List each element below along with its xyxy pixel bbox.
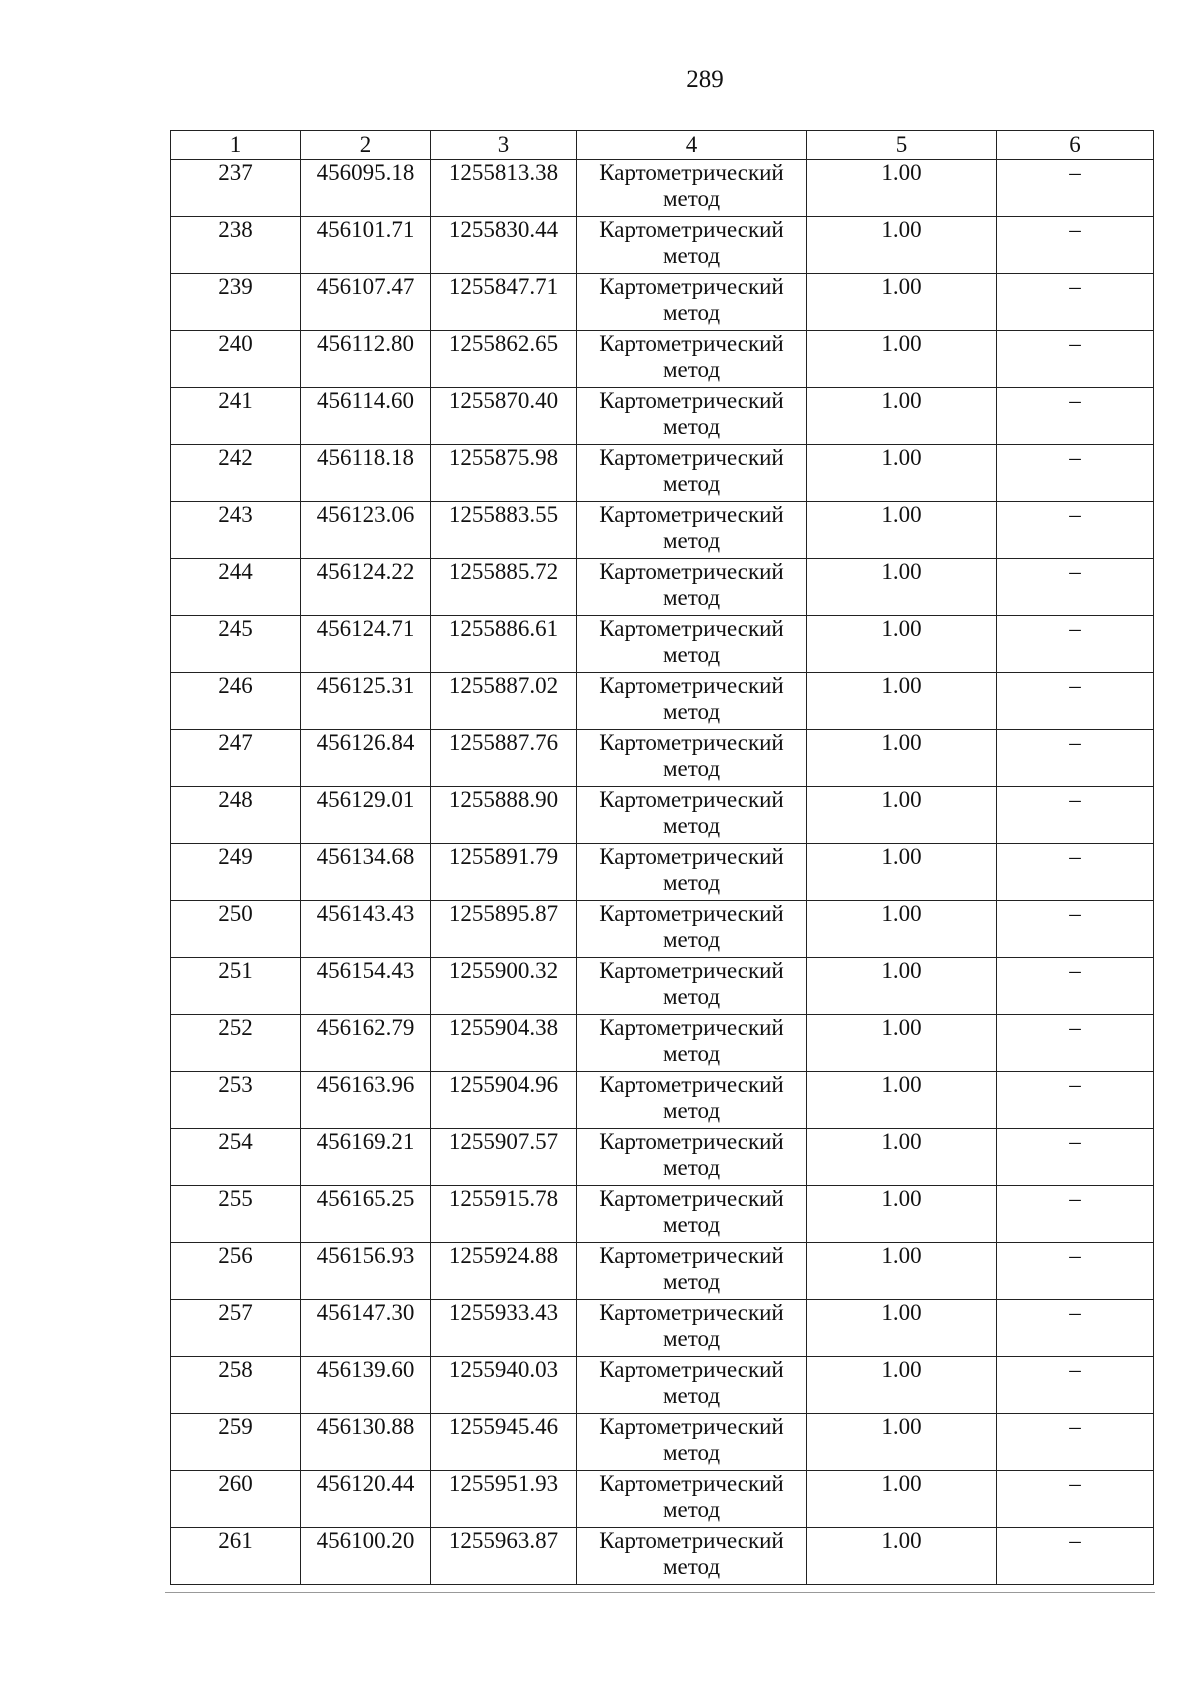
accuracy-cell: 1.00 [807,502,997,559]
table-row [171,331,1154,388]
accuracy-cell: 1.00 [807,1414,997,1471]
method-cell: Картометрический метод [577,445,807,502]
accuracy-cell: 1.00 [807,673,997,730]
accuracy-cell: 1.00 [807,1300,997,1357]
x-coordinate-cell: 456100.20 [301,1528,431,1585]
x-coordinate-cell: 456101.71 [301,217,431,274]
method-cell: Картометрический метод [577,1471,807,1528]
point-number-cell: 248 [171,787,301,844]
accuracy-cell: 1.00 [807,1528,997,1585]
y-coordinate-cell: 1255900.32 [431,958,577,1015]
table-row [171,1471,1154,1528]
point-number-cell: 240 [171,331,301,388]
method-cell: Картометрический метод [577,217,807,274]
x-coordinate-cell: 456154.43 [301,958,431,1015]
y-coordinate-cell: 1255830.44 [431,217,577,274]
method-cell: Картометрический метод [577,787,807,844]
table-row [171,1243,1154,1300]
table-row [171,1357,1154,1414]
x-coordinate-cell: 456156.93 [301,1243,431,1300]
table-row [171,787,1154,844]
x-coordinate-cell: 456143.43 [301,901,431,958]
table-row [171,559,1154,616]
accuracy-cell: 1.00 [807,730,997,787]
y-coordinate-cell: 1255895.87 [431,901,577,958]
accuracy-cell: 1.00 [807,331,997,388]
y-coordinate-cell: 1255933.43 [431,1300,577,1357]
x-coordinate-cell: 456095.18 [301,160,431,217]
x-coordinate-cell: 456129.01 [301,787,431,844]
y-coordinate-cell: 1255870.40 [431,388,577,445]
x-coordinate-cell: 456124.71 [301,616,431,673]
y-coordinate-cell: 1255915.78 [431,1186,577,1243]
coordinates-table [170,130,1154,1585]
method-cell: Картометрический метод [577,331,807,388]
x-coordinate-cell: 456126.84 [301,730,431,787]
table-row [171,160,1154,217]
accuracy-cell: 1.00 [807,1243,997,1300]
method-cell: Картометрический метод [577,160,807,217]
method-cell: Картометрический метод [577,901,807,958]
method-cell: Картометрический метод [577,616,807,673]
note-cell: – [997,1015,1154,1072]
y-coordinate-cell: 1255891.79 [431,844,577,901]
column-header: 4 [577,131,807,160]
x-coordinate-cell: 456165.25 [301,1186,431,1243]
y-coordinate-cell: 1255940.03 [431,1357,577,1414]
note-cell: – [997,1243,1154,1300]
x-coordinate-cell: 456123.06 [301,502,431,559]
point-number-cell: 261 [171,1528,301,1585]
table-row [171,730,1154,787]
method-cell: Картометрический метод [577,958,807,1015]
table-row [171,217,1154,274]
y-coordinate-cell: 1255945.46 [431,1414,577,1471]
table-row [171,1015,1154,1072]
accuracy-cell: 1.00 [807,1015,997,1072]
x-coordinate-cell: 456169.21 [301,1129,431,1186]
note-cell: – [997,217,1154,274]
table-row [171,844,1154,901]
point-number-cell: 245 [171,616,301,673]
x-coordinate-cell: 456147.30 [301,1300,431,1357]
accuracy-cell: 1.00 [807,559,997,616]
note-cell: – [997,1528,1154,1585]
table-row [171,445,1154,502]
note-cell: – [997,331,1154,388]
method-cell: Картометрический метод [577,844,807,901]
y-coordinate-cell: 1255875.98 [431,445,577,502]
accuracy-cell: 1.00 [807,445,997,502]
point-number-cell: 259 [171,1414,301,1471]
y-coordinate-cell: 1255883.55 [431,502,577,559]
point-number-cell: 247 [171,730,301,787]
accuracy-cell: 1.00 [807,1186,997,1243]
accuracy-cell: 1.00 [807,1471,997,1528]
point-number-cell: 257 [171,1300,301,1357]
note-cell: – [997,844,1154,901]
accuracy-cell: 1.00 [807,787,997,844]
note-cell: – [997,1129,1154,1186]
point-number-cell: 255 [171,1186,301,1243]
accuracy-cell: 1.00 [807,1129,997,1186]
y-coordinate-cell: 1255963.87 [431,1528,577,1585]
page-bottom-rule [165,1592,1155,1593]
table-header-row [171,131,1154,160]
note-cell: – [997,1072,1154,1129]
x-coordinate-cell: 456163.96 [301,1072,431,1129]
y-coordinate-cell: 1255904.96 [431,1072,577,1129]
note-cell: – [997,1186,1154,1243]
x-coordinate-cell: 456134.68 [301,844,431,901]
y-coordinate-cell: 1255886.61 [431,616,577,673]
table-row [171,616,1154,673]
accuracy-cell: 1.00 [807,844,997,901]
table-row [171,1414,1154,1471]
column-header: 5 [807,131,997,160]
note-cell: – [997,901,1154,958]
table-body [171,160,1154,1585]
y-coordinate-cell: 1255887.76 [431,730,577,787]
method-cell: Картометрический метод [577,1072,807,1129]
method-cell: Картометрический метод [577,1300,807,1357]
method-cell: Картометрический метод [577,388,807,445]
point-number-cell: 241 [171,388,301,445]
x-coordinate-cell: 456130.88 [301,1414,431,1471]
accuracy-cell: 1.00 [807,160,997,217]
note-cell: – [997,1414,1154,1471]
column-header: 3 [431,131,577,160]
table-row [171,901,1154,958]
y-coordinate-cell: 1255951.93 [431,1471,577,1528]
method-cell: Картометрический метод [577,1186,807,1243]
note-cell: – [997,160,1154,217]
point-number-cell: 243 [171,502,301,559]
note-cell: – [997,673,1154,730]
x-coordinate-cell: 456125.31 [301,673,431,730]
method-cell: Картометрический метод [577,730,807,787]
accuracy-cell: 1.00 [807,901,997,958]
note-cell: – [997,616,1154,673]
x-coordinate-cell: 456162.79 [301,1015,431,1072]
note-cell: – [997,445,1154,502]
method-cell: Картометрический метод [577,274,807,331]
x-coordinate-cell: 456118.18 [301,445,431,502]
y-coordinate-cell: 1255847.71 [431,274,577,331]
note-cell: – [997,388,1154,445]
x-coordinate-cell: 456139.60 [301,1357,431,1414]
point-number-cell: 246 [171,673,301,730]
y-coordinate-cell: 1255907.57 [431,1129,577,1186]
accuracy-cell: 1.00 [807,388,997,445]
y-coordinate-cell: 1255813.38 [431,160,577,217]
note-cell: – [997,730,1154,787]
point-number-cell: 256 [171,1243,301,1300]
table-row [171,1129,1154,1186]
method-cell: Картометрический метод [577,559,807,616]
accuracy-cell: 1.00 [807,217,997,274]
point-number-cell: 252 [171,1015,301,1072]
y-coordinate-cell: 1255924.88 [431,1243,577,1300]
x-coordinate-cell: 456120.44 [301,1471,431,1528]
method-cell: Картометрический метод [577,1015,807,1072]
point-number-cell: 254 [171,1129,301,1186]
accuracy-cell: 1.00 [807,958,997,1015]
method-cell: Картометрический метод [577,1528,807,1585]
table-row [171,502,1154,559]
accuracy-cell: 1.00 [807,274,997,331]
method-cell: Картометрический метод [577,1243,807,1300]
x-coordinate-cell: 456114.60 [301,388,431,445]
table-row [171,274,1154,331]
point-number-cell: 239 [171,274,301,331]
y-coordinate-cell: 1255904.38 [431,1015,577,1072]
point-number-cell: 238 [171,217,301,274]
table-row [171,1300,1154,1357]
method-cell: Картометрический метод [577,1414,807,1471]
accuracy-cell: 1.00 [807,1357,997,1414]
point-number-cell: 244 [171,559,301,616]
y-coordinate-cell: 1255887.02 [431,673,577,730]
note-cell: – [997,1471,1154,1528]
table-row [171,1528,1154,1585]
x-coordinate-cell: 456124.22 [301,559,431,616]
point-number-cell: 260 [171,1471,301,1528]
point-number-cell: 249 [171,844,301,901]
table-row [171,388,1154,445]
note-cell: – [997,1300,1154,1357]
table-row [171,1072,1154,1129]
page-number: 289 [686,66,724,93]
column-header: 1 [171,131,301,160]
point-number-cell: 251 [171,958,301,1015]
note-cell: – [997,274,1154,331]
table-row [171,673,1154,730]
note-cell: – [997,559,1154,616]
x-coordinate-cell: 456107.47 [301,274,431,331]
point-number-cell: 253 [171,1072,301,1129]
column-header: 6 [997,131,1154,160]
y-coordinate-cell: 1255888.90 [431,787,577,844]
method-cell: Картометрический метод [577,1129,807,1186]
accuracy-cell: 1.00 [807,616,997,673]
note-cell: – [997,502,1154,559]
accuracy-cell: 1.00 [807,1072,997,1129]
y-coordinate-cell: 1255885.72 [431,559,577,616]
point-number-cell: 258 [171,1357,301,1414]
table-row [171,958,1154,1015]
point-number-cell: 242 [171,445,301,502]
method-cell: Картометрический метод [577,502,807,559]
y-coordinate-cell: 1255862.65 [431,331,577,388]
note-cell: – [997,787,1154,844]
method-cell: Картометрический метод [577,673,807,730]
note-cell: – [997,958,1154,1015]
table-row [171,1186,1154,1243]
point-number-cell: 237 [171,160,301,217]
point-number-cell: 250 [171,901,301,958]
column-header: 2 [301,131,431,160]
note-cell: – [997,1357,1154,1414]
method-cell: Картометрический метод [577,1357,807,1414]
x-coordinate-cell: 456112.80 [301,331,431,388]
